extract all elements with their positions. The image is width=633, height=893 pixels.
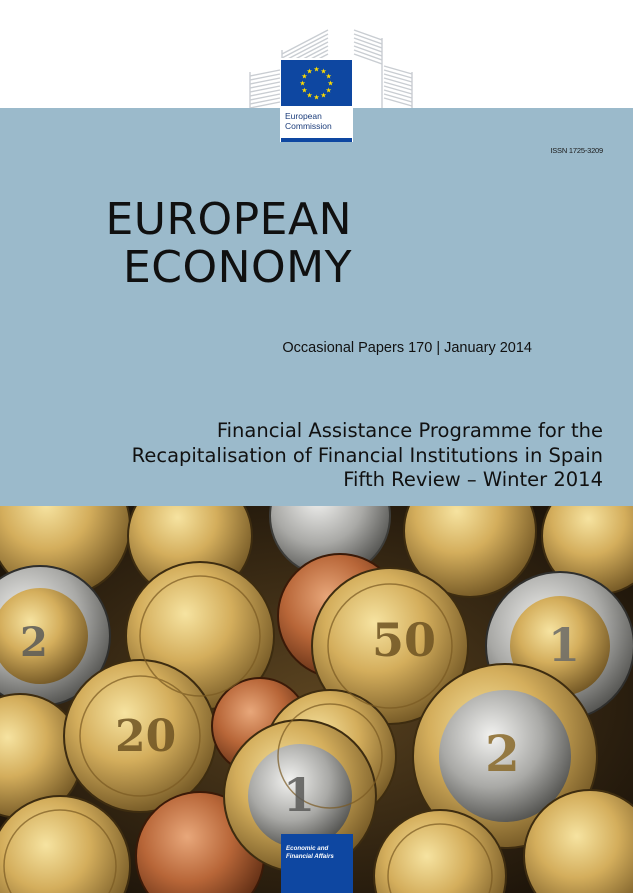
logo-underline [281,138,352,142]
eu-star-icon: ★ [301,86,308,95]
ecfin-badge [281,834,353,893]
eu-star-icon: ★ [325,72,332,81]
eu-star-icon: ★ [313,93,320,102]
eu-star-icon: ★ [313,65,320,74]
svg-text:1: 1 [548,618,581,672]
series-info: Occasional Papers 170 | January 2014 [282,340,532,356]
svg-text:50: 50 [372,613,437,667]
eu-star-icon: ★ [306,91,313,100]
svg-text:20: 20 [115,711,177,762]
eu-star-icon: ★ [299,79,306,88]
logo-text [285,111,332,131]
eu-flag-icon [281,60,352,106]
eu-star-icon: ★ [320,67,327,76]
ecfin-line1: Economic and [286,845,329,852]
eu-star-icon: ★ [325,86,332,95]
subtitle-line3: Fifth Review – Winter 2014 [343,468,603,491]
eu-star-icon: ★ [306,67,313,76]
eu-star-icon: ★ [320,91,327,100]
svg-text:2: 2 [485,724,520,783]
ecfin-badge-text [286,845,334,861]
paper-subtitle [43,419,603,493]
logo-name-line2: Commission [285,121,332,131]
ecfin-line2: Financial Affairs [286,853,334,860]
svg-text:1: 1 [283,768,316,822]
eu-star-icon: ★ [301,72,308,81]
title-line2: ECONOMY [122,242,352,293]
svg-text:2: 2 [20,619,48,666]
subtitle-line2: Recapitalisation of Financial Institutions in Spain [131,443,603,467]
subtitle-line1: Financial Assistance Programme for the [216,419,603,442]
european-commission-logo [280,58,353,142]
eu-star-icon: ★ [327,79,334,88]
logo-name-line1: European [285,111,322,121]
publication-title [100,196,352,292]
issn-number: ISSN 1725-3209 [550,146,603,155]
title-line1: EUROPEAN [105,194,352,245]
